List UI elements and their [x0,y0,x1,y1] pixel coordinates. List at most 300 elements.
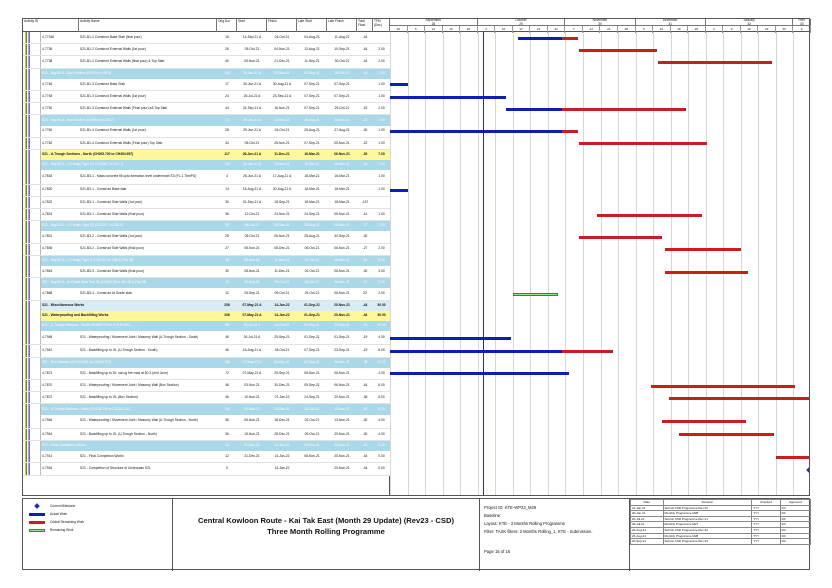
gutter-stripe [29,463,30,474]
cell-tf: -22 [362,140,368,145]
cell-start: 29-Jun-21 A [243,128,261,133]
cell-name: S21-B1-2 Construct Base Slab (final pour) [80,34,142,39]
cell-finish: 11-Dec-21 [274,152,290,157]
cell-start: 26-Jun-21 A [243,174,261,179]
cell-start: 07-May-21 A [242,302,262,307]
cell-finish: 30-Aug-21 A [272,81,292,86]
cell-finish: 23-Nov-21 [274,162,290,167]
group-row[interactable] [23,278,390,288]
cell-ls: 06-Oct-21 [304,246,320,251]
cell-id: S21 - Bay B3-4 - At Grade Slab Part 3B (CH332.53 to 354.957) Part 3B [42,280,147,285]
activity-row[interactable] [23,368,390,380]
timeline-week: 26 [460,26,478,33]
cell-name: S21-B1-3 Construct External Walls (Final pour) a& Top Slab [80,105,168,110]
cell-dur: 12 [225,443,229,448]
cell-name: S21 - Backfilling up to GL (U-Trough Section - South) [80,348,158,353]
gutter-stripe [29,209,30,220]
cell-finish: 25-Sep-21 [274,370,290,375]
revision-cell: Submit CSD Programme Rev 23 [663,539,752,545]
month-number: 28 [431,21,436,26]
cell-tf: -30 [362,268,368,273]
cell-id: 4-7820 [42,187,53,192]
gantt-bar[interactable] [390,130,562,133]
activity-row[interactable] [23,463,390,475]
outline-gutter [23,244,41,255]
cell-id: 4-7872 [42,394,53,399]
gutter-stripe [29,345,30,356]
gantt-bar[interactable] [390,189,408,192]
gutter-stripe [29,256,30,266]
cell-id: 4-7748 [42,93,53,98]
gantt-bar[interactable] [390,350,562,353]
cell-tfm [373,197,390,208]
cell-tfm: 1.00 [378,140,385,145]
cell-start: 05-Nov-21 [244,59,260,64]
cell-ls: 26-Aug-21 [304,128,320,133]
cell-dur: 55 [225,223,229,228]
cell-finish: 14-Jan-22 [274,443,290,448]
cell-start: 31-Dec-21 [244,443,260,448]
gantt-bar[interactable] [579,49,656,52]
outline-gutter [23,358,41,368]
timeline-month [478,19,566,26]
gutter-stripe [29,368,30,379]
gantt-bar[interactable] [579,142,707,145]
gantt-bar[interactable] [390,83,408,86]
outline-gutter [23,288,41,299]
cell-dur: 46 [225,334,229,339]
cell-ls: 24-Sep-21 [304,394,320,399]
revision-cell: 25-Aug-21 [631,533,664,539]
cell-tf: -14 [362,162,368,167]
cell-dur: 36 [225,418,229,423]
cell-finish: 25-Sep-21 [274,334,290,339]
cell-finish: 16-Nov-21 [274,105,290,110]
activity-row[interactable] [23,126,390,138]
cell-tf: -27 [362,223,368,228]
outline-gutter [23,345,41,356]
cell-ls: 01-Sep-21 [304,313,320,318]
cell-id: S21 - U-Trough Sections - North (CH205.700 to CH321.110) [42,406,130,411]
cell-id: 4-7870 [42,382,53,387]
gantt-bar[interactable] [665,271,747,274]
cell-lf: 29-Oct-21 [334,70,350,75]
cell-lf: 30-Oct-21 [334,59,350,64]
gutter-stripe [29,103,30,114]
cell-tfm: 1.00 [378,162,385,167]
group-row[interactable] [23,311,390,321]
activity-row[interactable] [23,170,390,184]
legend-item [29,504,75,508]
cell-lf: 07-Sep-21 [334,93,350,98]
revision-cell: TYY [752,522,780,528]
col-late-start[interactable]: Late Start [297,19,327,33]
col-activity-id[interactable]: Activity ID [23,19,79,33]
group-row[interactable] [23,160,390,170]
cell-lf: 06-Nov-21 [334,211,350,216]
timeline-week: 14 [583,26,601,33]
report-subtitle: Three Month Rolling Programme [267,527,385,536]
group-row[interactable] [23,256,390,266]
cell-id: 4-7836 [42,246,53,251]
col-orig-dur[interactable]: Orig Dur [217,19,237,33]
gantt-bar[interactable] [562,350,613,353]
cell-lf: 06-Nov-21 [334,382,350,387]
cell-tf: -38 [362,359,368,364]
col-total-float[interactable]: Total Float [357,19,373,33]
cell-lf: 16-Mar-21 [334,187,350,192]
cell-start: 26-Jul-21 A [243,93,261,98]
cell-start: 26-Jun-21 A [242,152,262,157]
group-row[interactable] [23,404,390,414]
activity-row[interactable] [23,380,390,392]
gutter-stripe [29,331,30,344]
cell-ls: 26-Aug-21 [304,117,320,122]
outline-gutter [23,321,41,331]
outline-gutter [23,115,41,125]
activity-row[interactable] [23,429,390,441]
cell-dur: 36 [225,431,229,436]
group-row[interactable] [23,321,390,331]
cell-name: S21 - Completion of Structure of Underpass S21 [80,466,151,471]
activity-row[interactable] [23,79,390,91]
revision-cell: TYY [752,533,780,539]
cell-tfm: 3.00 [378,268,385,273]
gantt-bar[interactable] [597,214,702,217]
legend-label: Current Milestone [50,504,76,508]
group-row[interactable] [23,150,390,160]
cell-id: S21 - Final Completion Works [42,443,86,448]
cell-ls: 02-Oct-21 [304,268,320,273]
cell-id: 4-7736 [42,46,53,51]
timeline-week: 24 [530,26,548,33]
gantt-bar[interactable] [390,96,506,99]
cell-id: 4-77348 [42,34,55,39]
gantt-bar[interactable] [518,37,562,40]
cell-name: S21-B1-4 Construct External Walls (1st pour) [80,128,146,133]
timeline-week: 12 [425,26,443,33]
gantt-bar[interactable] [579,236,661,239]
cell-ls: 02-Oct-21 [304,406,320,411]
gantt-bar[interactable] [562,130,578,133]
gantt-bar[interactable] [562,37,578,40]
cell-id: 4-7750 [42,105,53,110]
activity-row[interactable] [23,185,390,197]
gantt-bar[interactable] [390,372,569,375]
cell-finish: 14-Jan-22 [274,302,290,307]
cell-tf: -44 [362,453,368,458]
activity-row[interactable] [23,266,390,278]
cell-lf: 06-Nov-21 [334,370,350,375]
cell-id: 4-7738 [42,59,53,64]
outline-gutter [23,301,41,311]
cell-name: S21 - Waterproofing / Movement Joint / Masonry Wall (U-Trough Section - North) [80,418,198,423]
month-label: Febr [798,18,805,22]
cell-tf [357,79,373,90]
cell-lf: 11-Aug-21 [334,34,350,39]
activity-row[interactable] [23,197,390,209]
cell-tfm: 1.00 [378,174,385,179]
timeline-week: 29 [390,26,408,33]
cell-finish: 06-Dec-21 [274,359,290,364]
cell-ls: 16-Mar-21 [304,152,320,157]
revision-cell: Monthly Programme M28 [663,511,752,517]
cell-ls: 01-Sep-21 [304,302,320,307]
month-label: October [515,18,527,22]
gantt-bar[interactable] [651,385,795,388]
col-start[interactable]: Start [237,19,267,33]
gutter-stripe [29,221,30,231]
outline-gutter [23,231,41,242]
revision-cell: Submit CSD Programme Rev 22 [663,527,752,533]
cell-tf [357,170,373,183]
cell-ls: 16-Mar-21 [304,174,320,179]
cell-lf: 20-Nov-21 [334,431,350,436]
cell-dur: 30 [225,268,229,273]
cell-ls: 07-Sep-21 [304,81,320,86]
legend-swatch [29,521,45,524]
cell-lf: 10-Sep-21 [334,46,350,51]
cell-finish: 14-Jan-22 [274,466,290,471]
cell-name: S21-B1-4 Construct External Walls (Final pour) Top Slab [80,140,163,145]
gantt-bar[interactable] [562,108,687,111]
activity-row[interactable] [23,32,390,44]
cell-ls: 01-Sep-21 [304,323,320,328]
cell-finish: 11-Dec-21 [274,258,290,263]
cell-ls: 08-Nov-21 [304,443,320,448]
cell-tfm: 0.00 [378,443,385,448]
gutter-stripe [29,441,30,451]
cell-tfm: 4.00 [378,431,385,436]
group-row[interactable] [23,441,390,451]
cell-ls: 12-Aug-21 [304,46,320,51]
cell-dur: 36 [225,211,229,216]
revision-cell: 20-Aug-21 [631,527,664,533]
gantt-bar[interactable] [662,420,746,423]
activity-row[interactable] [23,415,390,429]
cell-lf: 23-Sep-21 [334,348,350,353]
col-late-finish[interactable]: Late Finish [327,19,357,33]
legend-label: Critical Remaining Work [50,520,85,524]
cell-dur: 40 [225,59,229,64]
cell-start: 01-Sep-21 A [242,199,262,204]
cell-id: S21 - U-Trough Sections - North (CH205.700 to CH354.957) [42,152,134,157]
cell-lf: 06-Nov-21 [334,258,350,263]
timeline-month [565,19,635,26]
revision-cell: Submit CSD Programme Rev 21 [663,516,752,522]
timeline-week: 19 [443,26,461,33]
cell-finish: 21-Dec-21 [274,59,290,64]
gutter-stripe [29,231,30,242]
cell-tf: -19 [362,334,368,339]
cell-tf: -44 [362,313,368,318]
cell-name: S21-B1-2 Construct External Walls (1st pour) [80,46,146,51]
outline-gutter [23,56,41,67]
activity-row[interactable] [23,331,390,345]
gantt-bar[interactable] [390,337,511,340]
revision-cell: 21-Jan-21 [631,505,664,511]
col-tfm[interactable]: TFM (Dec) [373,19,390,33]
timeline-month [706,19,794,26]
gantt-bar[interactable] [506,108,562,111]
cell-tfm: 2.00 [378,223,385,228]
activity-row[interactable] [23,138,390,150]
revision-cell: DC [780,527,810,533]
gantt-bar[interactable] [658,61,772,64]
outline-gutter [23,170,41,183]
gutter-stripe [29,301,30,311]
group-row[interactable] [23,358,390,368]
activity-row[interactable] [23,103,390,115]
cell-dur: 72 [225,117,229,122]
cell-start: 12-Oct-21 [244,211,260,216]
cell-dur: 30 [225,258,229,263]
cell-start: 06-Oct-21 [244,223,260,228]
cell-tf: -44 [362,34,368,39]
activity-row[interactable] [23,209,390,221]
cell-id: 4-7942 [42,348,53,353]
outline-gutter [23,415,41,428]
milestone-swatch [34,503,40,509]
activity-table [23,32,390,496]
revision-cell: 20-Jul-21 [631,516,664,522]
revision-cell: DC [780,516,810,522]
cell-tfm: 4.00 [378,370,385,375]
cell-id: S21 - U-Trough Sections - South (CH089.376 to CH143.891) [42,323,131,328]
activity-row[interactable] [23,91,390,103]
report-title: Central Kowloon Route - Kai Tak East (Month 29 Update) (Rev23 - CSD) [198,516,454,525]
timeline-week: 31 [548,26,566,33]
cell-dur: 44 [225,140,229,145]
cell-ls: 07-Sep-21 [304,348,320,353]
cell-dur: 12 [225,291,229,296]
gutter-stripe [29,170,30,183]
cell-tf: -44 [362,46,368,51]
cell-tf: -44 [362,302,368,307]
cell-tfm: 1.00 [378,81,385,86]
gantt-page [22,18,810,570]
project-id: Project ID: KTE-WP23_M29 [484,505,537,510]
activity-row[interactable] [23,451,390,463]
cell-ls: 25-Oct-21 [304,280,320,285]
revision-header-cell: Revision [663,500,752,506]
cell-id: S21 - Miscellaneous Works [42,302,85,307]
cell-start: 07-May-21 A [242,359,262,364]
cell-lf: 06-Nov-21 [334,291,350,296]
cell-tf: -30 [362,258,368,263]
cell-name: S21 - Backfilling up to GL (Box Section) [80,394,138,399]
activity-row[interactable] [23,244,390,256]
cell-tfm: 1.00 [378,128,385,133]
outline-gutter [23,368,41,379]
gantt-body [22,32,810,496]
activity-row[interactable] [23,288,390,300]
gutter-stripe [29,321,30,331]
outline-gutter [23,126,41,137]
outline-gutter [23,209,41,220]
cell-tfm: 1.00 [378,211,385,216]
activity-row[interactable] [23,56,390,68]
cell-start: 16-Aug-21 A [242,348,262,353]
cell-tfm: 2.00 [378,246,385,251]
cell-dur: 14 [225,187,229,192]
gantt-bar[interactable] [665,248,740,251]
timeline-month [636,19,706,26]
cell-start: 07-May-21 A [242,370,262,375]
activity-row[interactable] [23,345,390,357]
cell-name: S21 - Backfilling up to GL (U-Trough Section - North) [80,431,157,436]
outline-gutter [23,91,41,102]
col-activity-name[interactable]: Activity Name [79,19,217,33]
gutter-stripe [29,451,30,462]
cell-ls: 16-Mar-21 [304,187,320,192]
cell-finish: 14-Jan-22 [274,313,290,318]
cell-name: S21-B3-1 - Construct Side Walls (final pour) [80,211,145,216]
gutter-stripe [29,185,30,196]
cell-tf: -19 [362,348,368,353]
cell-tfm: 1.00 [378,117,385,122]
cell-id: S21 - Waterproofing and Backfilling Works [42,313,109,318]
cell-tf: -14 [362,211,368,216]
month-label: December [662,18,678,22]
gantt-bar[interactable] [669,397,810,400]
activity-row[interactable] [23,44,390,56]
cell-ls: 07-Sep-21 [304,93,320,98]
timeline-week: 28 [618,26,636,33]
group-row[interactable] [23,115,390,125]
cell-dur: 26 [225,46,229,51]
gantt-bar[interactable] [679,433,774,436]
cell-tfm: 2.00 [378,291,385,296]
outline-gutter [23,185,41,196]
cell-lf: 06-Nov-21 [334,359,350,364]
cell-tfm: 6.00 [378,348,385,353]
cell-name: S21-B3-2 - Construct Side Walls (final pour) [80,246,145,251]
gantt-bar[interactable] [776,456,810,459]
cell-finish: 28-Dec-21 [274,406,290,411]
gantt-bar[interactable] [513,293,559,296]
cell-finish: 06-Nov-21 [274,234,290,239]
cell-name: S21-B1-3 Construct Base Slab [80,81,125,86]
group-row[interactable] [23,69,390,79]
revision-cell: TYY [752,527,780,533]
cell-ls: 18-Mar-21 [304,199,320,204]
cell-name: S21 - Backfilling up to GL nat ug fire road at 80-3 (end June) [80,370,169,375]
cell-tfm: 10.00 [377,323,386,328]
cell-dur: 12 [225,453,229,458]
activity-row[interactable] [23,231,390,243]
timeline-week: 23 [758,26,776,33]
milestone-marker[interactable] [806,467,810,473]
cell-dur: 46 [225,382,229,387]
cell-lf: 06-Nov-21 [334,162,350,167]
cell-finish: 03-Nov-21 [274,70,290,75]
cell-start: 05-Oct-21 [244,234,260,239]
activity-row[interactable] [23,392,390,404]
cell-dur: 27 [225,246,229,251]
group-row[interactable] [23,221,390,231]
cell-start: 18-Aug-21 A [242,187,262,192]
cell-lf: 20-Nov-21 [334,394,350,399]
cell-dur: 119 [224,70,230,75]
group-row[interactable] [23,301,390,311]
revision-cell: 20-Sep-21 [631,539,664,545]
cell-tfm: 2.00 [378,280,385,285]
col-finish[interactable]: Finish [267,19,297,33]
timeline-week: 9 [723,26,741,33]
cell-start: 26-Jun-21 A [243,162,261,167]
cell-tfm: 12.00 [377,359,386,364]
